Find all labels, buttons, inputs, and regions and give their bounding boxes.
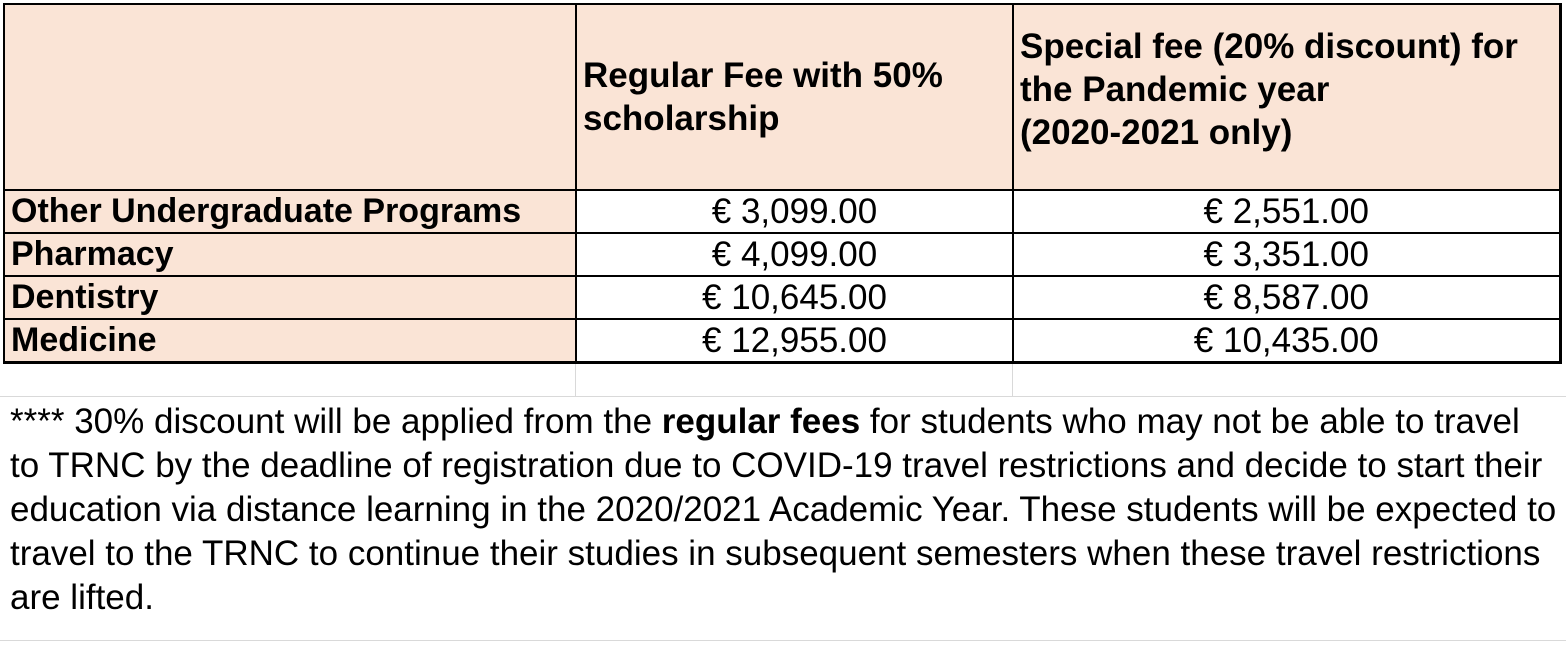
note-suffix: for students who may not be able to travel to TRNC by the deadline of registration due to COVID-19 travel restrictions and decide to start their education via distance learning in the 2020/2021 Academic Year. These students will be expected to travel to the TRNC to continue their studies in subsequent semesters when these travel restrictions are lifted.: [10, 402, 1557, 617]
discount-note[interactable]: [10, 400, 1558, 620]
header-regular-fee[interactable]: [576, 4, 1013, 190]
gridline: [0, 396, 1566, 397]
program-cell[interactable]: Dentistry: [4, 276, 576, 319]
regular-fee-cell[interactable]: € 10,645.00: [576, 276, 1013, 319]
special-fee-cell[interactable]: € 2,551.00: [1013, 190, 1560, 233]
regular-fee-cell[interactable]: € 4,099.00: [576, 233, 1013, 276]
table-row: [4, 276, 1560, 319]
header-regular-fee-label: Regular Fee with 50% scholarship: [583, 56, 943, 138]
header-special-fee[interactable]: [1013, 4, 1560, 190]
regular-fee-cell[interactable]: € 12,955.00: [576, 319, 1013, 363]
header-special-fee-line: (2020-2021 only): [1020, 113, 1293, 152]
table-header-row: [4, 4, 1560, 190]
fee-table: [3, 3, 1562, 364]
special-fee-cell[interactable]: € 8,587.00: [1013, 276, 1560, 319]
special-fee-cell[interactable]: € 3,351.00: [1013, 233, 1560, 276]
special-fee-cell[interactable]: € 10,435.00: [1013, 319, 1560, 363]
regular-fee-cell[interactable]: € 3,099.00: [576, 190, 1013, 233]
header-empty-cell[interactable]: [4, 4, 576, 190]
note-emphasis: regular fees: [661, 402, 861, 441]
table-row: [4, 233, 1560, 276]
header-special-fee-line: Special fee (20% discount) for: [1020, 27, 1518, 66]
table-row: [4, 319, 1560, 363]
program-cell[interactable]: Other Undergraduate Programs: [4, 190, 576, 233]
header-special-fee-line: the Pandemic year: [1020, 70, 1330, 109]
program-cell[interactable]: Pharmacy: [4, 233, 576, 276]
table-row: [4, 190, 1560, 233]
note-prefix: **** 30% discount will be applied from the: [10, 402, 662, 441]
program-cell[interactable]: Medicine: [4, 319, 576, 363]
gridline: [0, 640, 1566, 641]
